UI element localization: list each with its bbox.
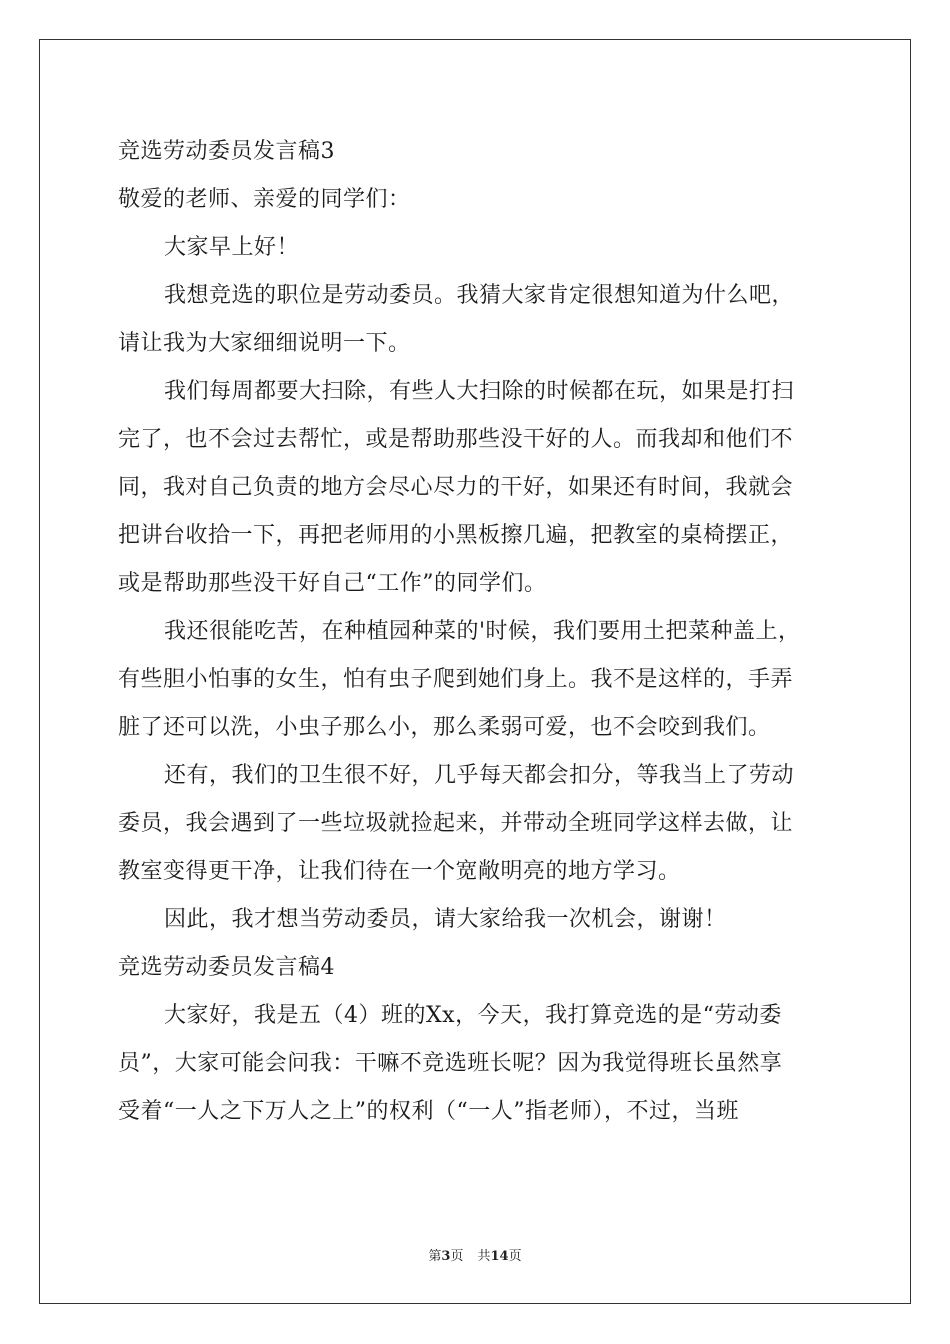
salutation-line: 敬爱的老师、亲爱的同学们： xyxy=(118,187,411,212)
page-suffix: 页 xyxy=(450,1249,464,1264)
page-prefix: 第 xyxy=(428,1249,442,1264)
paragraph-line: 大家早上好！ xyxy=(164,235,300,260)
paragraph-line: 或是帮助那些没干好自己“工作”的同学们。 xyxy=(118,571,547,596)
total-prefix: 共 xyxy=(477,1249,491,1264)
paragraph-line: 员”，大家可能会问我：干嘛不竞选班长呢？因为我觉得班长虽然享 xyxy=(118,1051,783,1076)
paragraph-line: 同，我对自己负责的地方会尽心尽力的干好，如果还有时间，我就会 xyxy=(118,475,794,500)
page-footer xyxy=(0,1248,950,1266)
paragraph-line: 我还很能吃苦，在种植园种菜的'时候，我们要用土把菜种盖上， xyxy=(164,619,801,644)
total-suffix: 页 xyxy=(508,1249,522,1264)
heading-line: 竞选劳动委员发言稿3 xyxy=(118,139,335,164)
heading-line: 竞选劳动委员发言稿4 xyxy=(118,955,335,980)
paragraph-line: 我们每周都要大扫除，有些人大扫除的时候都在玩，如果是打扫 xyxy=(164,379,795,404)
total-page-count: 14 xyxy=(490,1249,509,1264)
document-body xyxy=(118,128,838,1136)
paragraph-line: 因此，我才想当劳动委员，请大家给我一次机会，谢谢！ xyxy=(164,907,727,932)
paragraph-line: 我想竞选的职位是劳动委员。我猜大家肯定很想知道为什么吧， xyxy=(164,283,795,308)
paragraph-line: 还有，我们的卫生很不好，几乎每天都会扣分，等我当上了劳动 xyxy=(164,763,795,788)
current-page-number: 3 xyxy=(441,1249,451,1264)
paragraph-line: 受着“一人之下万人之上”的权利（“一人”指老师），不过，当班 xyxy=(118,1099,739,1124)
paragraph-line: 请让我为大家细细说明一下。 xyxy=(118,331,411,356)
paragraph-line: 委员，我会遇到了一些垃圾就捡起来，并带动全班同学这样去做，让 xyxy=(118,811,794,836)
paragraph-line: 大家好，我是五（4）班的Xx，今天，我打算竞选的是“劳动委 xyxy=(164,1003,782,1028)
paragraph-line: 教室变得更干净，让我们待在一个宽敞明亮的地方学习。 xyxy=(118,859,681,884)
paragraph-line: 完了，也不会过去帮忙，或是帮助那些没干好的人。而我却和他们不 xyxy=(118,427,794,452)
paragraph-line: 脏了还可以洗，小虫子那么小，那么柔弱可爱，也不会咬到我们。 xyxy=(118,715,771,740)
paragraph-line: 把讲台收拾一下，再把老师用的小黑板擦几遍，把教室的桌椅摆正， xyxy=(118,523,794,548)
paragraph-line: 有些胆小怕事的女生，怕有虫子爬到她们身上。我不是这样的，手弄 xyxy=(118,667,794,692)
